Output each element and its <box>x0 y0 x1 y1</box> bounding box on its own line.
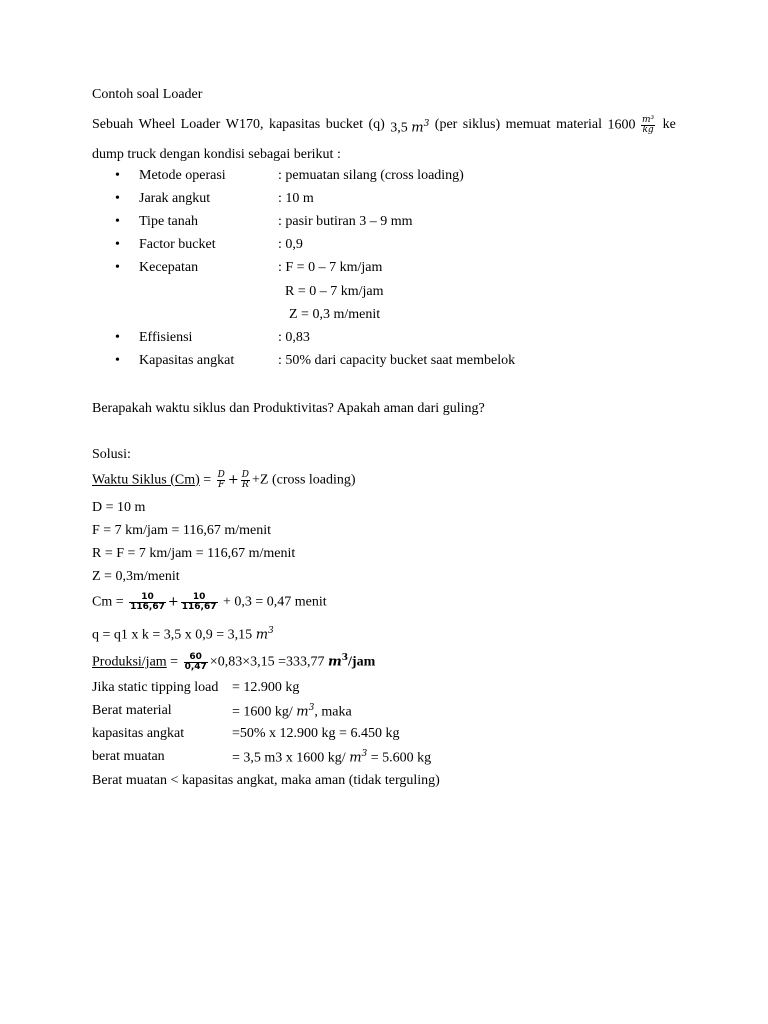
cm-result: + 0,3 = 0,47 menit <box>223 594 327 610</box>
production-result: ×0,83×3,15 =333,77 <box>209 654 325 670</box>
fraction-denominator: F <box>218 480 225 490</box>
conclusion: Berat muatan < kapasitas angkat, maka aman (tidak terguling) <box>92 773 440 788</box>
condition-label: Jarak angkut <box>139 191 211 206</box>
production-fraction <box>184 653 208 672</box>
safety-value: = 12.900 kg <box>232 680 300 695</box>
question: Berapakah waktu siklus dan Produktivitas? Apakah aman dari guling? <box>92 401 485 416</box>
intro-word: (per <box>434 117 458 132</box>
production-label: Produksi/jam <box>92 654 167 670</box>
unit-exp: 3 <box>268 626 274 636</box>
intro-word: material <box>556 117 603 132</box>
density-fraction <box>641 116 655 135</box>
intro-word: Loader <box>180 117 221 132</box>
condition-value: : 0,9 <box>278 237 303 252</box>
fraction-numerator: 10 <box>141 592 154 602</box>
unit-m: m <box>327 654 342 670</box>
safety-value: =50% x 12.900 kg = 6.450 kg <box>232 726 400 741</box>
cycle-time-label: Waktu Siklus (Cm) <box>92 472 200 488</box>
fixed-time-value: Z = 0,3m/menit <box>92 569 180 584</box>
intro-word: Sebuah <box>92 117 134 132</box>
fraction-numerator: 10 <box>192 592 206 602</box>
reverse-speed-value: R = F = 7 km/jam = 116,67 m/menit <box>92 546 296 561</box>
intro-word: W170, <box>225 117 264 132</box>
intro-word: bucket <box>325 117 364 132</box>
safety-label: berat muatan <box>92 749 165 764</box>
bullet-icon: • <box>115 191 120 206</box>
fraction-denominator: 116,67 <box>181 602 217 612</box>
condition-value: : F = 0 – 7 km/jam <box>278 260 383 275</box>
condition-label: Factor bucket <box>139 237 216 252</box>
bullet-icon: • <box>115 353 120 368</box>
cm-fraction-2 <box>181 593 218 612</box>
fraction-numerator: D <box>241 470 250 480</box>
cycle-time-formula <box>92 471 356 490</box>
speed-z-value: Z = 0,3 m/menit <box>289 307 381 322</box>
intro-word: (q) <box>368 117 385 132</box>
intro-density <box>607 116 657 137</box>
cm-prefix: Cm = <box>92 594 124 610</box>
solution-heading: Solusi: <box>92 447 131 462</box>
intro-word: 3,5 <box>390 120 408 136</box>
fraction-numerator: m³ <box>641 115 655 125</box>
intro-capacity <box>390 116 429 137</box>
fraction-denominator: 0,47 <box>184 661 207 672</box>
bullet-icon: • <box>115 214 120 229</box>
production-calculation <box>92 650 375 672</box>
cm-calculation <box>92 593 327 612</box>
speed-r-value: R = 0 – 7 km/jam <box>285 284 384 299</box>
safety-tail: , maka <box>314 704 352 720</box>
bullet-icon: • <box>115 168 120 183</box>
condition-label: Effisiensi <box>139 330 193 345</box>
safety-tail: = 5.600 kg <box>367 750 432 766</box>
bullet-icon: • <box>115 330 120 345</box>
intro-word: ke <box>662 117 676 132</box>
forward-speed-value: F = 7 km/jam = 116,67 m/menit <box>92 523 271 538</box>
bullet-icon: • <box>115 260 120 275</box>
unit-m: m <box>411 120 424 136</box>
intro-line-1 <box>92 116 676 137</box>
fraction-denominator: kg <box>642 125 654 135</box>
unit-exp: 3 <box>308 703 315 713</box>
unit-per-hour: /jam <box>348 654 376 670</box>
fraction-d-over-r <box>241 471 250 490</box>
unit-m: m <box>349 750 362 766</box>
fraction-numerator: 60 <box>189 651 202 662</box>
fraction-d-over-f <box>217 471 226 490</box>
safety-value: = 1600 kg/ <box>232 704 293 720</box>
condition-value: : pasir butiran 3 – 9 mm <box>278 214 413 229</box>
intro-word: memuat <box>505 117 551 132</box>
safety-label: kapasitas angkat <box>92 726 185 741</box>
intro-word: kapasitas <box>268 117 321 132</box>
equals-sign: = <box>199 472 212 488</box>
intro-word: 1600 <box>607 117 636 133</box>
condition-value: : 50% dari capacity bucket saat membelok <box>278 353 516 368</box>
bullet-icon: • <box>115 237 120 252</box>
plus-sign: + <box>227 472 239 488</box>
condition-label: Metode operasi <box>139 168 226 183</box>
cycle-time-tail: +Z (cross loading) <box>252 472 356 488</box>
unit-exp: 3 <box>423 119 430 129</box>
fraction-denominator: R <box>242 480 249 490</box>
fraction-denominator: 116,67 <box>130 602 165 612</box>
q-formula: q = q1 x k = 3,5 x 0,9 = 3,15 <box>92 627 253 643</box>
intro-word: Wheel <box>138 117 176 132</box>
unit-m: m <box>296 704 309 720</box>
condition-value: : pemuatan silang (cross loading) <box>278 168 464 183</box>
intro-line-2: dump truck dengan kondisi sebagai berikut : <box>92 147 341 162</box>
condition-value: : 0,83 <box>278 330 310 345</box>
intro-word: siklus) <box>462 117 501 132</box>
q-calculation <box>92 623 274 644</box>
safety-value: = 3,5 m3 x 1600 kg/ <box>232 750 346 766</box>
condition-label: Kapasitas angkat <box>139 353 235 368</box>
equals-sign: = <box>166 654 179 670</box>
safety-label: Berat material <box>92 703 172 718</box>
unit-exp: 3 <box>341 653 349 663</box>
distance-value: D = 10 m <box>92 500 146 515</box>
unit-m: m <box>255 627 269 643</box>
document-title: Contoh soal Loader <box>92 87 203 102</box>
plus-sign: + <box>167 594 179 610</box>
fraction-numerator: D <box>217 470 225 480</box>
condition-label: Kecepatan <box>139 260 199 275</box>
unit-exp: 3 <box>361 749 368 759</box>
condition-value: : 10 m <box>278 191 314 206</box>
condition-label: Tipe tanah <box>139 214 198 229</box>
safety-label: Jika static tipping load <box>92 680 219 695</box>
cm-fraction-1 <box>129 593 166 612</box>
